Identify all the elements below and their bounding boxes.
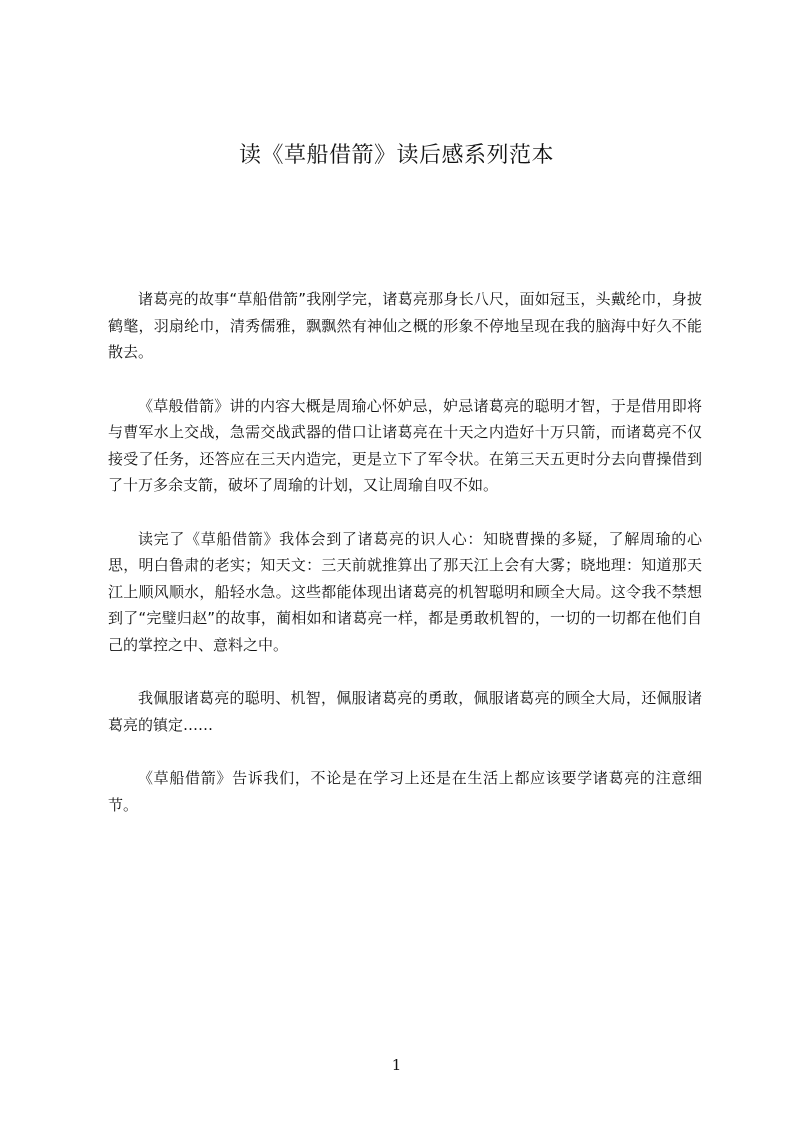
page-number: 1: [391, 1056, 402, 1074]
paragraph-4: 我佩服诸葛亮的聪明、机智，佩服诸葛亮的勇敢，佩服诸葛亮的顾全大局，还佩服诸葛亮的镇定……: [108, 689, 702, 734]
paragraph-2: 《草般借箭》讲的内容大概是周瑜心怀妒忌，妒忌诸葛亮的聪明才智，于是借用即将与曹军水上交战，急需交战武器的借口让诸葛亮在十天之内造好十万只箭，而诸葛亮不仅接受了任务，还答应在三天内造完，更是立下了军令状。在第三天五更时分去向曹操借到了十万多余支箭，破坏了周瑜的计划，又让周瑜自叹不如。: [108, 396, 702, 494]
paragraph-3: 读完了《草船借箭》我体会到了诸葛亮的识人心：知晓曹操的多疑，了解周瑜的心思，明白鲁肃的老实；知天文：三天前就推算出了那天江上会有大雾；晓地理：知道那天江上顺风顺水，船轻水急。这些都能体现出诸葛亮的机智聪明和顾全大局。这令我不禁想到了“完璧归赵”的故事，蔺相如和诸葛亮一样，都是勇敢机智的，一切的一切都在他们自己的掌控之中、意料之中。: [108, 529, 702, 654]
paragraph-1: 诸葛亮的故事“草船借箭”我刚学完，诸葛亮那身长八尺，面如冠玉，头戴纶巾，身披鹤氅，羽扇纶巾，清秀儒雅，飘飘然有神仙之概的形象不停地呈现在我的脑海中好久不能散去。: [108, 290, 702, 361]
paragraph-5: 《草船借箭》告诉我们，不论是在学习上还是在生活上都应该要学诸葛亮的注意细节。: [108, 769, 702, 814]
document-body: [108, 286, 702, 845]
document-title: 读《草船借箭》读后感系列范本: [238, 143, 554, 168]
